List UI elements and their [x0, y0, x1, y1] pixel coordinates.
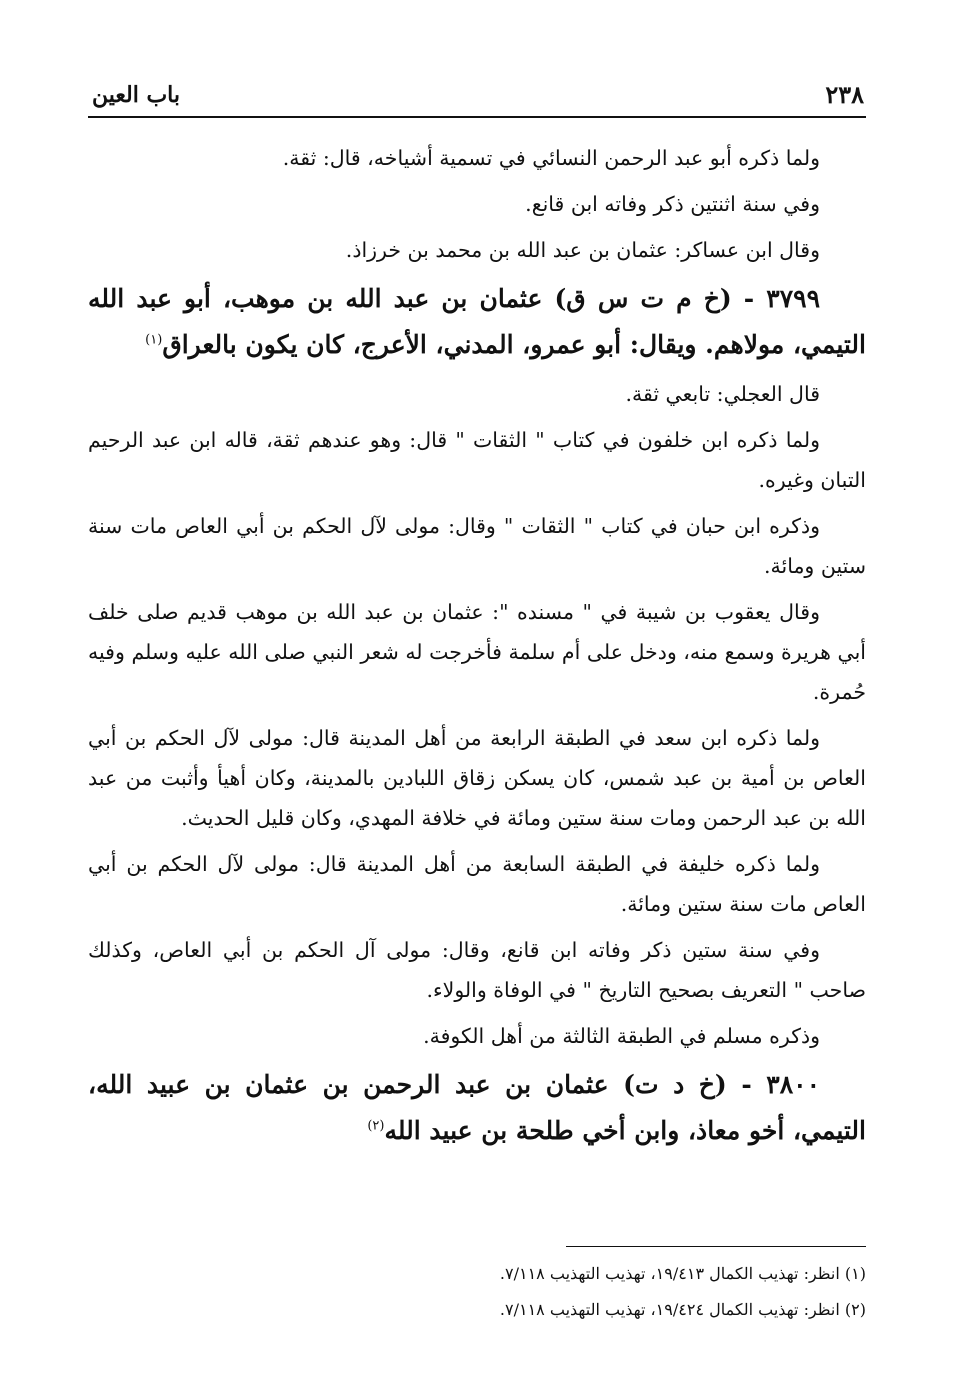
- paragraph: ولما ذكره ابن سعد في الطبقة الرابعة من أهل المدينة قال: مولى لآل الحكم بن أبي العاص بن أمية بن عبد شمس، كان يسكن زقاق اللبادين بالمدينة، وكان أهيأ وأثبت من عبد الله بن عبد الرحمن ومات سنة ستين ومائة في خلافة المهدي، وكان قليل الحديث.: [88, 726, 866, 830]
- footnote-marker: (٢): [367, 1118, 385, 1134]
- paragraph: ولما ذكره أبو عبد الرحمن النسائي في تسمية أشياخه، قال: ثقة.: [282, 146, 820, 170]
- paragraph: قال العجلي: تابعي ثقة.: [625, 382, 820, 406]
- entry-heading-text: ٣٨٠٠ - (خ د ت) عثمان بن عبد الرحمن بن عثمان بن عبيد الله، التيمي، أخو معاذ، وابن أخي طلحة بن عبيد الله: [88, 1070, 866, 1145]
- footnotes: [88, 1256, 866, 1328]
- paragraph: ولما ذكره خليفة في الطبقة السابعة من أهل المدينة قال: مولى لآل الحكم بن أبي العاص مات سنة ستين ومائة.: [88, 852, 866, 916]
- running-title: باب العين: [92, 82, 181, 108]
- paragraph: وفي سنة ستين ذكر وفاته ابن قانع، وقال: مولى آل الحكم بن أبي العاص، وكذلك صاحب " التعريف بصحيح التاريخ " في الوفاة والولاء.: [88, 938, 866, 1002]
- entry-heading-3800: [88, 1062, 866, 1154]
- footnote-divider: [566, 1246, 866, 1247]
- book-page: [88, 0, 866, 1379]
- footnote-marker: (١): [145, 332, 163, 348]
- paragraph: ولما ذكره ابن خلفون في كتاب " الثقات " قال: وهو عندهم ثقة، قاله ابن عبد الرحيم التبان وغيره.: [88, 428, 866, 492]
- page-header: [88, 80, 866, 118]
- paragraph: وذكره ابن حبان في كتاب " الثقات " وقال: مولى لآل الحكم بن أبي العاص مات سنة ستين ومائة.: [88, 514, 866, 578]
- footnote: (٢) انظر: تهذيب الكمال ١٩/٤٢٤، تهذيب التهذيب ٧/١١٨.: [499, 1300, 866, 1319]
- entry-heading-text: ٣٧٩٩ - (خ م ت س ق) عثمان بن عبد الله بن موهب، أبو عبد الله التيمي، مولاهم. ويقال: أبو عمرو، المدني، الأعرج، كان يكون بالعراق: [88, 284, 866, 359]
- footnote: (١) انظر: تهذيب الكمال ١٩/٤١٣، تهذيب التهذيب ٧/١١٨.: [499, 1264, 866, 1283]
- paragraph: وقال يعقوب بن شيبة في " مسنده ": عثمان بن عبد الله بن موهب قديم صلى خلف أبي هريرة وسمع منه، ودخل على أم سلمة فأخرجت له شعر النبي صلى الله عليه وسلم وفيه حُمرة.: [88, 600, 866, 704]
- entry-heading-3799: [88, 276, 866, 368]
- paragraph: وذكره مسلم في الطبقة الثالثة من أهل الكوفة.: [423, 1024, 820, 1048]
- paragraph: وفي سنة اثنتين ذكر وفاته ابن قانع.: [525, 192, 820, 216]
- page-number: ٢٣٨: [825, 80, 864, 109]
- paragraph: وقال ابن عساكر: عثمان بن عبد الله بن محمد بن خرزاذ.: [345, 238, 820, 262]
- main-text: [88, 138, 866, 1160]
